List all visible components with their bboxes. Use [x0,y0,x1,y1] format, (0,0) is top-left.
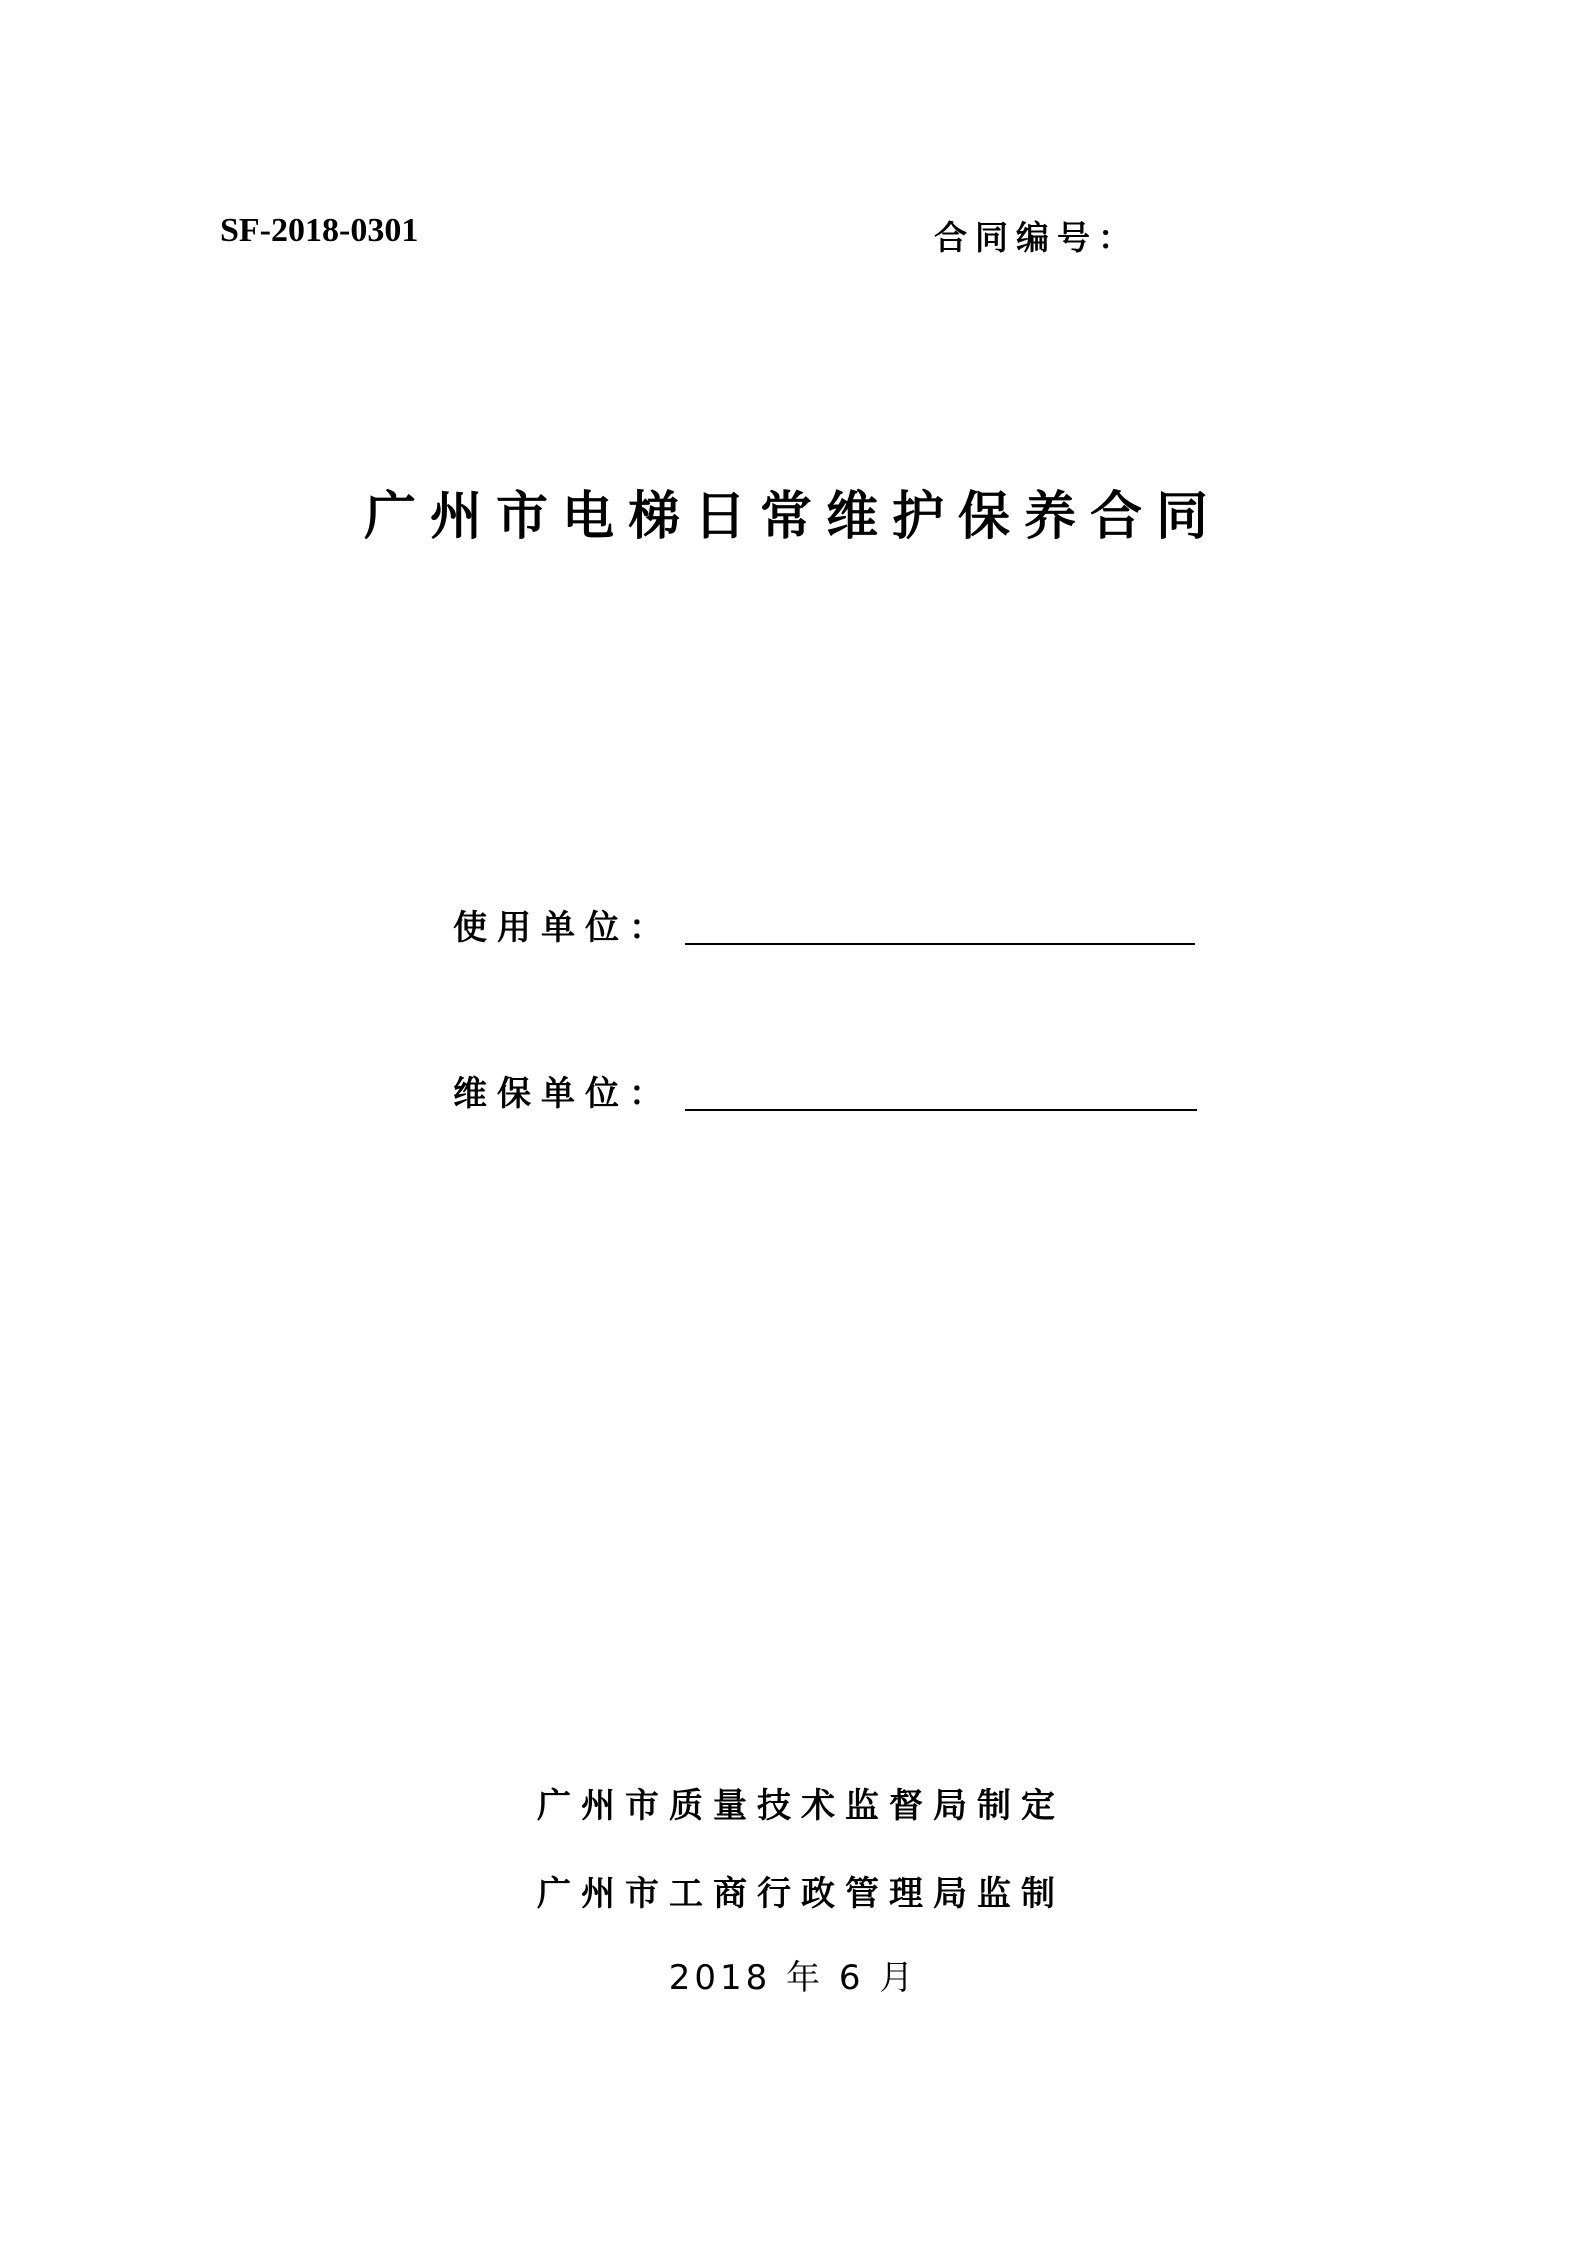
maintenance-unit-field [453,1066,1197,1115]
maintenance-unit-blank-line[interactable] [685,1109,1197,1111]
maintenance-unit-label: 维保单位： [453,1074,673,1114]
contract-number-label: 合同编号： [934,218,1139,257]
document-code: SF-2018-0301 [220,212,419,249]
supervisor-line: 广州市工商行政管理局监制 [537,1874,1065,1914]
issuer-line: 广州市质量技术监督局制定 [537,1786,1065,1826]
user-unit-label: 使用单位： [453,908,673,948]
user-unit-field [453,900,1195,949]
issue-date-text: 2018 年 6 月 [668,1958,918,1998]
user-unit-blank-line[interactable] [685,943,1195,945]
page-title: 广州市电梯日常维护保养合同 [363,487,1222,547]
issue-date [0,1950,1586,1999]
